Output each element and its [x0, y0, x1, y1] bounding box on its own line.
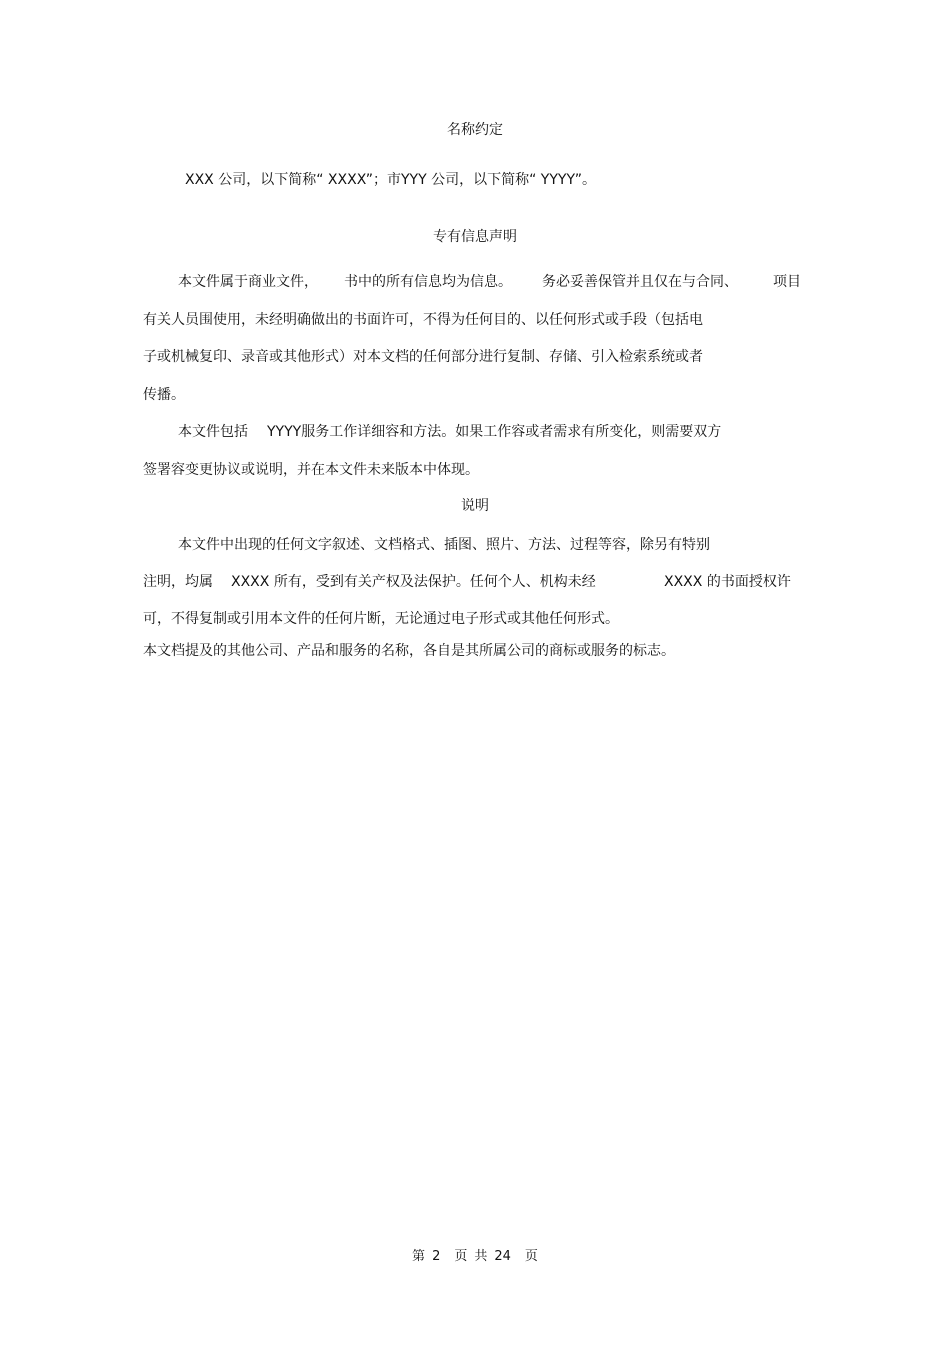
footer-total-pages: 24 — [494, 1249, 511, 1264]
footer-part: 第 — [412, 1249, 426, 1264]
proprietary-p1-seg1: 本文件属于商业文件， — [178, 274, 318, 290]
notice-p1-line3: 可，不得复制或引用本文件的任何片断，无论通过电子形式或其他任何形式。 — [143, 611, 619, 627]
notice-p1-line2-seg3: XXXX 的书面授权许 — [664, 574, 791, 590]
notice-p2: 本文档提及的其他公司、产品和服务的名称，各自是其所属公司的商标或服务的标志。 — [143, 643, 675, 659]
proprietary-p1-seg4: 项目 — [773, 274, 801, 290]
notice-p1-line1: 本文件中出现的任何文字叙述、文档格式、插图、照片、方法、过程等容，除另有特别 — [178, 537, 710, 553]
proprietary-p1-line3: 子或机械复印、录音或其他形式）对本文档的任何部分进行复制、存储、引入检索系统或者 — [143, 349, 703, 365]
proprietary-p1-line4: 传播。 — [143, 387, 185, 403]
footer-part: 页 — [524, 1249, 538, 1264]
proprietary-p1-seg2: 书中的所有信息均为信息。 — [344, 274, 512, 290]
naming-line: XXX 公司，以下简称“ XXXX”；市YYY 公司，以下简称“ YYYY”。 — [185, 172, 596, 188]
notice-p1-line2-seg1: 注明，均属 — [143, 574, 213, 590]
footer-current-page: 2 — [432, 1249, 441, 1264]
notice-p1-line2-seg2: XXXX 所有，受到有关产权及法保护。任何个人、机构未经 — [231, 574, 596, 590]
proprietary-p2-seg1: 本文件包括 — [178, 424, 248, 440]
page-footer — [0, 1248, 950, 1266]
proprietary-p2-line2: 签署容变更协议或说明，并在本文件未来版本中体现。 — [143, 462, 479, 478]
footer-part: 页 — [454, 1249, 468, 1264]
section-heading-notice: 说明 — [461, 498, 489, 514]
proprietary-p2-seg2: YYYY服务工作详细容和方法。如果工作容或者需求有所变化，则需要双方 — [267, 424, 722, 440]
footer-part: 共 — [474, 1249, 488, 1264]
proprietary-p1-line2: 有关人员围使用，未经明确做出的书面许可，不得为任何目的、以任何形式或手段（包括电 — [143, 312, 703, 328]
section-heading-naming: 名称约定 — [447, 122, 503, 138]
section-heading-proprietary: 专有信息声明 — [433, 229, 517, 245]
proprietary-p1-seg3: 务必妥善保管并且仅在与合同、 — [542, 274, 738, 290]
